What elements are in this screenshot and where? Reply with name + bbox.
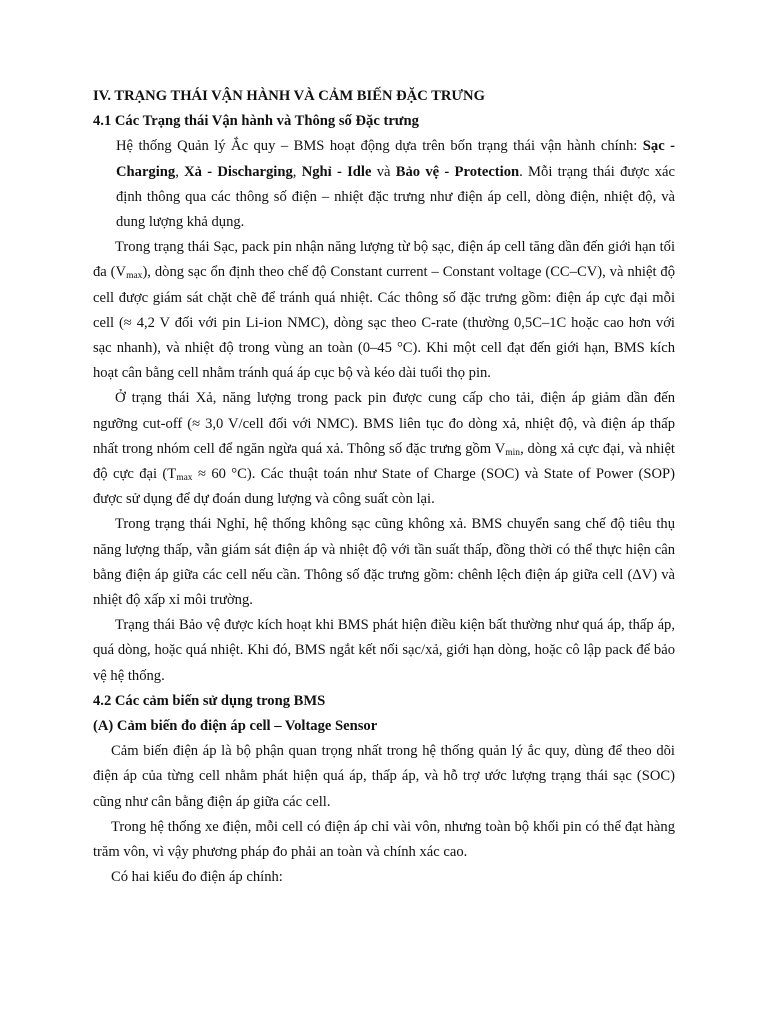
discharging-paragraph: Ở trạng thái Xả, năng lượng trong pack pin được cung cấp cho tải, điện áp giảm dần đến ngưỡng cut-off (≈ 3,0 V/cell đối với NMC). BMS liên tục đo dòng xả, nhiệt độ, và điện áp thấp nhất trong nhóm cell để ngăn ngừa quá xả. Thông số đặc trưng gồm $V_{min}$, dòng xả cực đại, và nhiệt độ cực đại ($T_{max} \approx 60$ °C). Các thuật toán như State of Charge (SOC) và State of Power (SOP) được sử dụng để dự đoán dung lượng và công suất còn lại. [93,390,675,508]
voltage-sensor-paragraph-2: Trong hệ thống xe điện, mỗi cell có điện áp chỉ vài vôn, nhưng toàn bộ khối pin có thể đạt hàng trăm vôn, vì vậy phương pháp đo phải an toàn và chính xác cao. [93,818,675,861]
voltage-sensor-paragraph-3: Có hai kiểu đo điện áp chính: [111,869,283,886]
intro-paragraph: Hệ thống Quản lý Ắc quy – BMS hoạt động dựa trên bốn trạng thái vận hành chính: Sạc - Charging, Xả - Discharging, Nghỉ - Idle và Bảo vệ - Protection. Mỗi trạng thái được xác định thông qua các thông số điện – nhiệt đặc trưng như điện áp cell, dòng điện, nhiệt độ, và dung lượng khả dụng. [116,138,676,231]
section-4-2-title: 4.2 Các cảm biến sử dụng trong BMS [93,692,326,709]
protection-paragraph: Trạng thái Bảo vệ được kích hoạt khi BMS phát hiện điều kiện bất thường như quá áp, thấp áp, quá dòng, hoặc quá nhiệt. Khi đó, BMS ngắt kết nối sạc/xả, giới hạn dòng, hoặc cô lập pack để bảo vệ hệ thống. [93,617,675,684]
voltage-sensor-subtitle: (A) Cảm biến đo điện áp cell – Voltage Sensor [93,718,378,735]
idle-paragraph: Trong trạng thái Nghỉ, hệ thống không sạc cũng không xả. BMS chuyển sang chế độ tiêu thụ năng lượng thấp, vẫn giám sát điện áp và nhiệt độ với tần suất thấp, đồng thời có thể thực hiện cân bằng điện áp giữa các cell nếu cần. Thông số đặc trưng gồm: chênh lệch điện áp giữa cell (ΔV) và nhiệt độ xấp xỉ môi trường. [93,516,675,609]
voltage-sensor-paragraph-1: Cảm biến điện áp là bộ phận quan trọng nhất trong hệ thống quản lý ắc quy, dùng để theo dõi điện áp của từng cell nhằm phát hiện quá áp, thấp áp, và hỗ trợ ước lượng trạng thái sạc (SOC) cũng như cân bằng điện áp giữa các cell. [93,743,675,810]
section-4-1-title: 4.1 Các Trạng thái Vận hành và Thông số Đặc trưng [93,113,419,130]
main-heading: IV. TRẠNG THÁI VẬN HÀNH VÀ CẢM BIẾN ĐẶC TRƯNG [93,88,485,104]
charging-paragraph: Trong trạng thái Sạc, pack pin nhận năng lượng từ bộ sạc, điện áp cell tăng dần đến giới hạn tối đa $(V_{max})$, dòng sạc ổn định theo chế độ Constant current – Constant voltage (CC–CV), và nhiệt độ cell được giám sát chặt chẽ để tránh quá nhiệt. Các thông số đặc trưng gồm: điện áp cực đại mỗi cell (≈ 4,2 V đối với pin Li-ion NMC), dòng sạc theo C-rate (thường 0,5C–1C hoặc cao hơn với sạc nhanh), và nhiệt độ trong vùng an toàn (0–45 °C). Khi một cell đạt đến giới hạn, BMS kích hoạt cân bằng cell nhằm tránh quá áp cục bộ và kéo dài tuổi thọ pin. [93,239,675,382]
document-page [93,84,675,891]
